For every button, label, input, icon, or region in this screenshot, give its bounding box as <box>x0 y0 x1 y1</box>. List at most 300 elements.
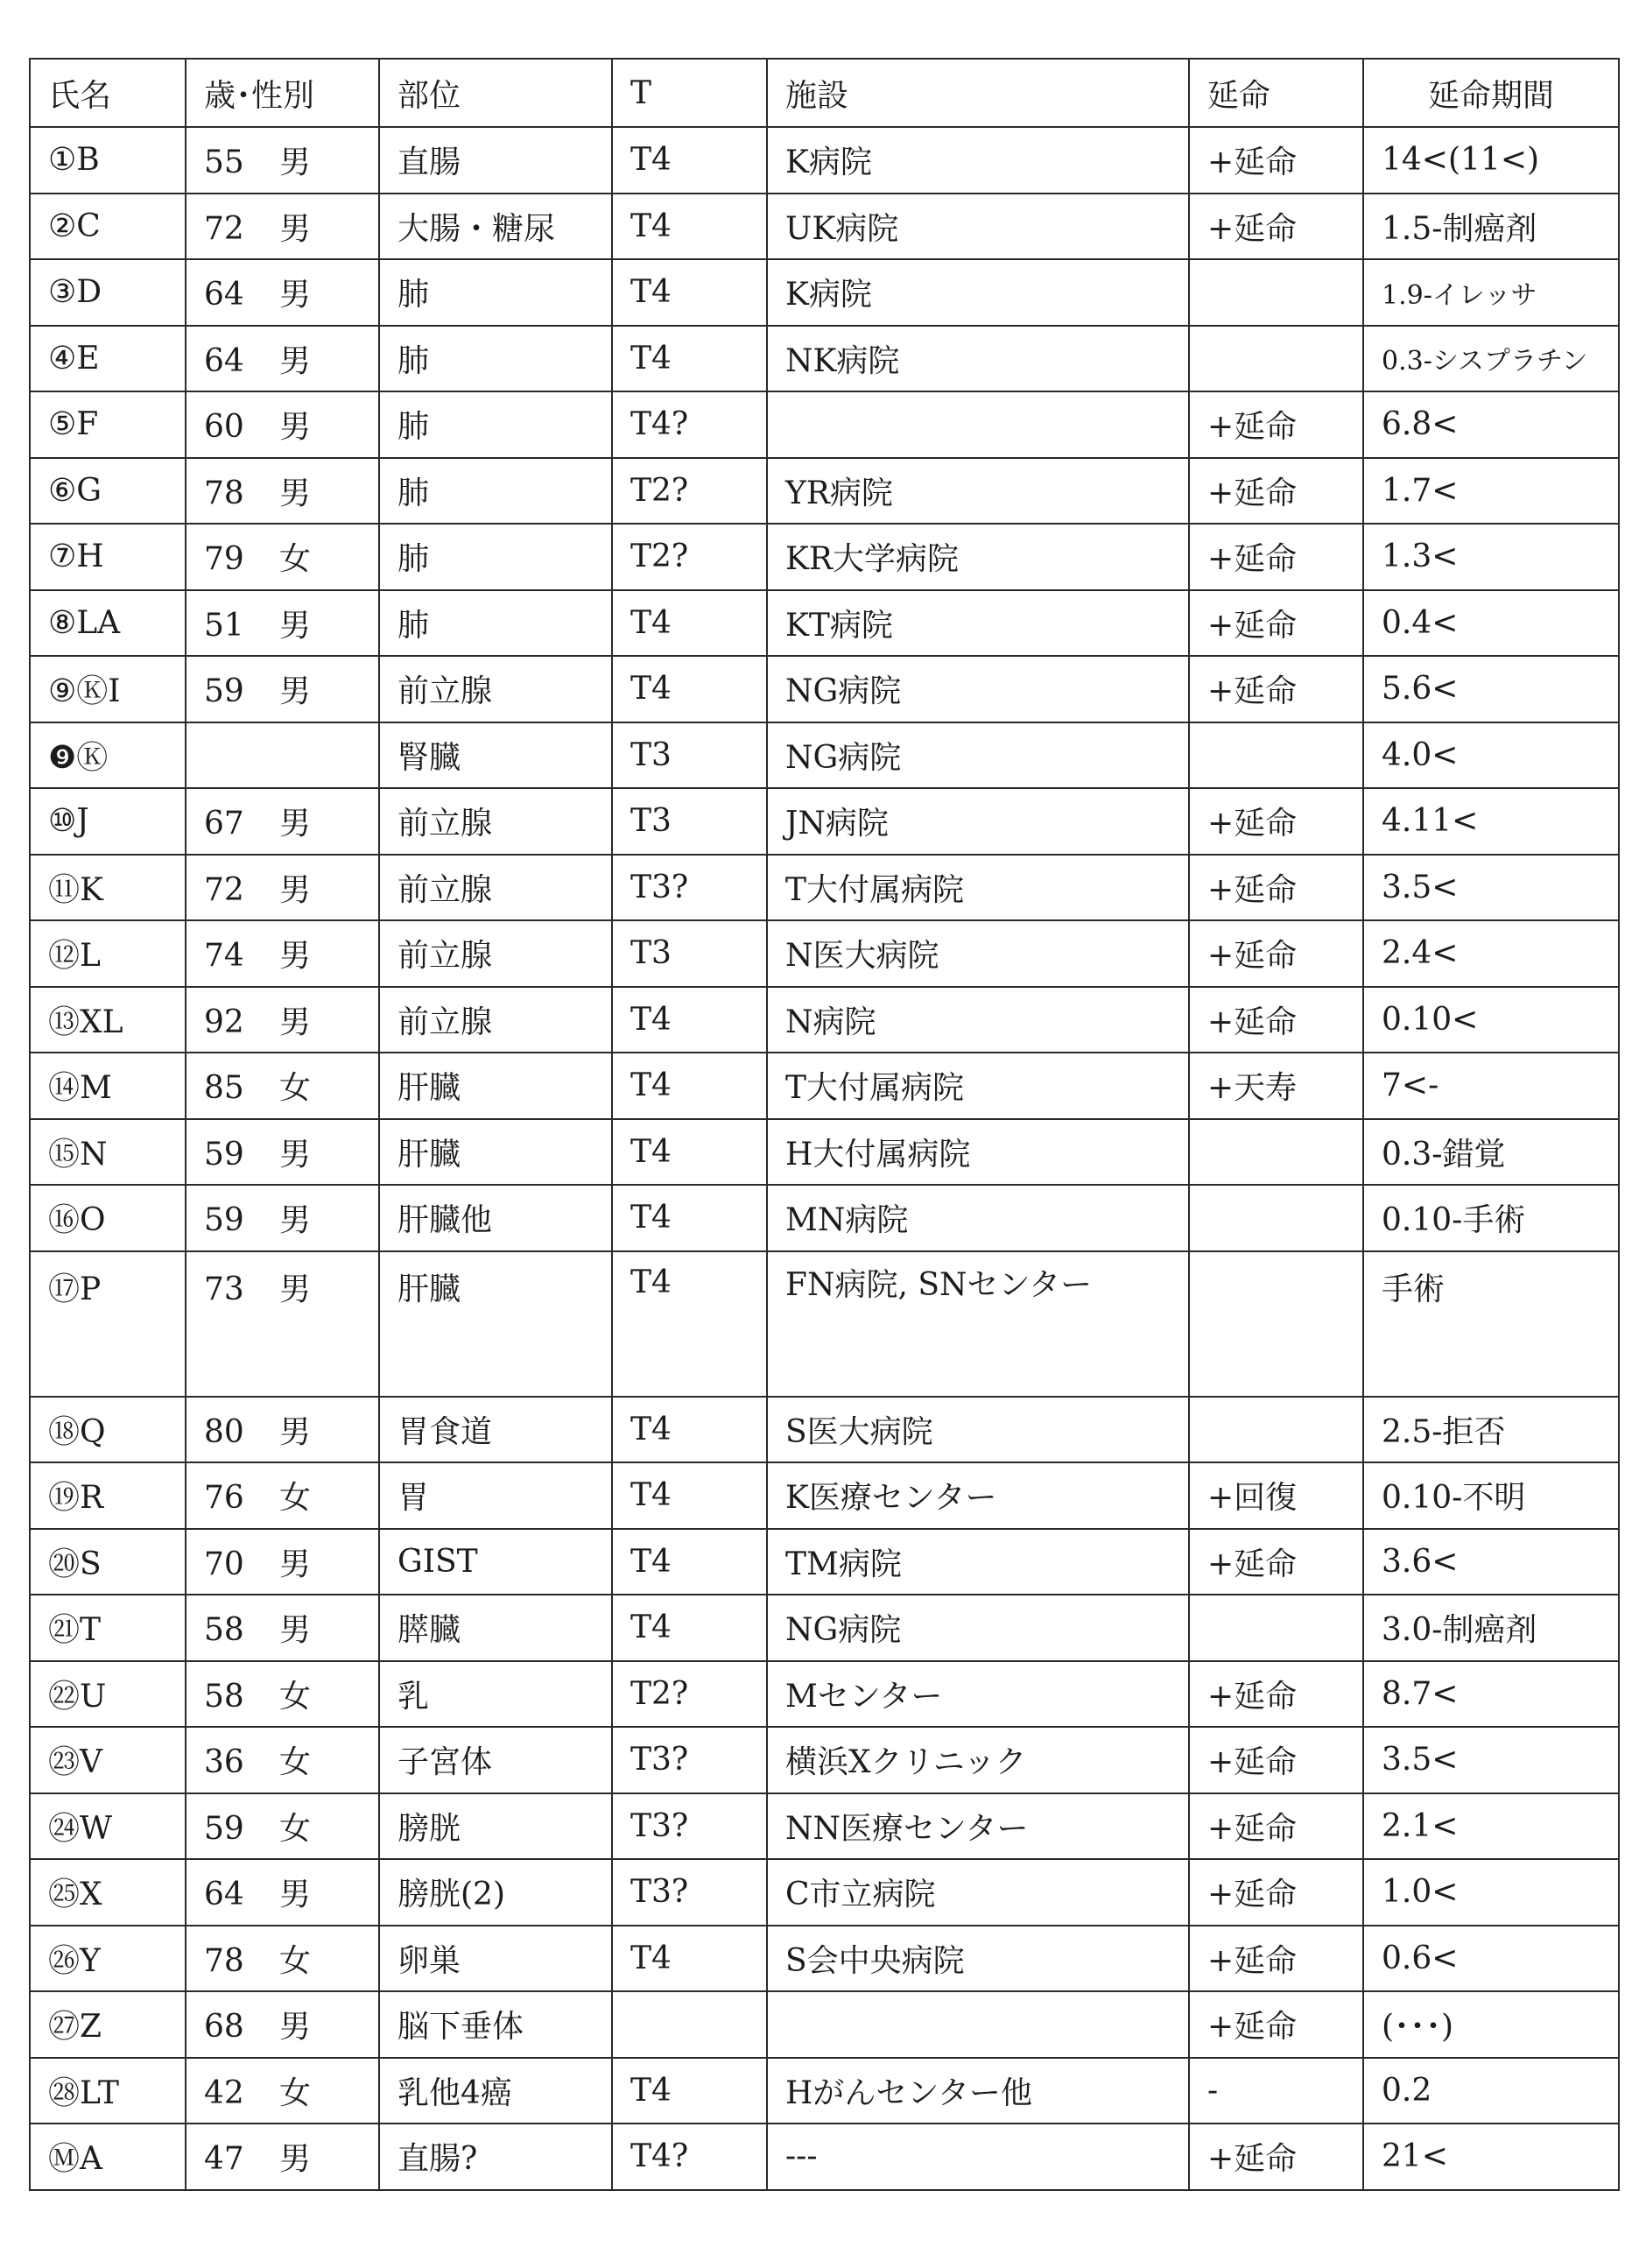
cell-period: 14<(11<) <box>1363 127 1619 194</box>
cell-name: ⑤F <box>30 391 186 458</box>
table-row <box>30 2124 1619 2190</box>
cell-life-extension <box>1189 1119 1363 1186</box>
cell-name: ㉑T <box>30 1595 186 1661</box>
cell-facility: S会中央病院 <box>767 1926 1189 1992</box>
cell-t: T4 <box>612 1926 767 1992</box>
cell-facility: T大付属病院 <box>767 1053 1189 1119</box>
header-row <box>30 59 1619 127</box>
cell-period: 0.10-不明 <box>1363 1462 1619 1529</box>
header-t: T <box>612 59 767 127</box>
cell-period: 1.7< <box>1363 458 1619 525</box>
sex-value: 男 <box>279 673 312 710</box>
cell-t: T4 <box>612 1529 767 1595</box>
cell-name: ㉒U <box>30 1661 186 1728</box>
cell-period: 2.1< <box>1363 1793 1619 1860</box>
sex-value: 女 <box>279 1744 312 1781</box>
cell-period: 5.6< <box>1363 656 1619 722</box>
table-row <box>30 391 1619 458</box>
age-value: 74 <box>204 938 244 975</box>
table-row <box>30 194 1619 260</box>
cell-age-sex <box>186 326 379 392</box>
cell-period: 3.0-制癌剤 <box>1363 1595 1619 1661</box>
sex-value: 男 <box>279 1202 312 1239</box>
cell-life-extension <box>1189 722 1363 789</box>
patient-table <box>29 58 1620 2191</box>
sex-value: 男 <box>279 1271 312 1307</box>
cell-name: ⑪K <box>30 855 186 921</box>
table-row <box>30 656 1619 722</box>
cell-life-extension <box>1189 259 1363 326</box>
cell-t: T4 <box>612 656 767 722</box>
cell-site: 乳他4癌 <box>379 2058 612 2124</box>
cell-life-extension: +延命 <box>1189 1661 1363 1728</box>
cell-name: ①B <box>30 127 186 194</box>
sex-value: 男 <box>279 806 312 842</box>
cell-age-sex <box>186 920 379 987</box>
age-value: 73 <box>204 1271 244 1307</box>
cell-facility: N病院 <box>767 987 1189 1053</box>
sex-value: 女 <box>279 1480 312 1517</box>
cell-site: 前立腺 <box>379 855 612 921</box>
cell-name: ㉗Z <box>30 1991 186 2058</box>
table-row <box>30 127 1619 194</box>
cell-name: ⑮N <box>30 1119 186 1186</box>
cell-name: ⑬XL <box>30 987 186 1053</box>
age-value: 60 <box>204 409 244 446</box>
age-value: 78 <box>204 1942 244 1979</box>
cell-facility: N医大病院 <box>767 920 1189 987</box>
cell-site: 前立腺 <box>379 987 612 1053</box>
cell-t: T3? <box>612 1859 767 1926</box>
table-row <box>30 259 1619 326</box>
cell-facility: YR病院 <box>767 458 1189 525</box>
age-value: 80 <box>204 1413 244 1450</box>
header-age-sex: 歳･性別 <box>186 59 379 127</box>
sex-value: 男 <box>279 1136 312 1173</box>
age-value: 67 <box>204 806 244 842</box>
cell-name: ⑳S <box>30 1529 186 1595</box>
table-row <box>30 788 1619 855</box>
age-value: 58 <box>204 1678 244 1715</box>
sex-value: 女 <box>279 1070 312 1107</box>
cell-life-extension: +延命 <box>1189 2124 1363 2190</box>
cell-life-extension: +延命 <box>1189 1793 1363 1860</box>
sex-value: 女 <box>279 1678 312 1715</box>
cell-period: 0.10-手術 <box>1363 1185 1619 1251</box>
cell-site: 前立腺 <box>379 788 612 855</box>
cell-life-extension: +延命 <box>1189 1529 1363 1595</box>
cell-age-sex <box>186 127 379 194</box>
cell-age-sex <box>186 1053 379 1119</box>
table-row <box>30 1793 1619 1860</box>
age-value: 64 <box>204 342 244 379</box>
cell-name: ㉘LT <box>30 2058 186 2124</box>
cell-life-extension: +延命 <box>1189 656 1363 722</box>
cell-name: ⑲R <box>30 1462 186 1529</box>
table-row <box>30 1991 1619 2058</box>
table-row <box>30 920 1619 987</box>
cell-site: 大腸・糖尿 <box>379 194 612 260</box>
cell-site: 直腸? <box>379 2124 612 2190</box>
sex-value: 男 <box>279 871 312 908</box>
cell-t: T4 <box>612 2058 767 2124</box>
cell-t: T4? <box>612 391 767 458</box>
sex-value: 男 <box>279 1546 312 1582</box>
age-value: 78 <box>204 475 244 511</box>
cell-age-sex <box>186 788 379 855</box>
cell-site: 脳下垂体 <box>379 1991 612 2058</box>
cell-age-sex <box>186 1185 379 1251</box>
cell-site: 肝臓他 <box>379 1185 612 1251</box>
cell-name: ⑨ⓀI <box>30 656 186 722</box>
cell-period: 2.4< <box>1363 920 1619 987</box>
cell-period: 3.6< <box>1363 1529 1619 1595</box>
age-value: 59 <box>204 1810 244 1847</box>
cell-period: 0.6< <box>1363 1926 1619 1992</box>
cell-period: 1.0< <box>1363 1859 1619 1926</box>
sex-value: 男 <box>279 2009 312 2046</box>
cell-name: ㉓V <box>30 1727 186 1793</box>
cell-life-extension: - <box>1189 2058 1363 2124</box>
cell-site: GIST <box>379 1529 612 1595</box>
age-value: 64 <box>204 1877 244 1913</box>
cell-site: 肺 <box>379 259 612 326</box>
cell-age-sex <box>186 2124 379 2190</box>
header-facility: 施設 <box>767 59 1189 127</box>
age-value: 72 <box>204 210 244 247</box>
cell-period: 0.2 <box>1363 2058 1619 2124</box>
table-row <box>30 524 1619 590</box>
sex-value: 男 <box>279 1004 312 1040</box>
table-row <box>30 1595 1619 1661</box>
cell-period: 2.5-拒否 <box>1363 1397 1619 1463</box>
age-value: 42 <box>204 2074 244 2111</box>
cell-facility: KT病院 <box>767 590 1189 657</box>
cell-life-extension: +延命 <box>1189 391 1363 458</box>
cell-name: ㉖Y <box>30 1926 186 1992</box>
cell-period: 7<- <box>1363 1053 1619 1119</box>
cell-name: ②C <box>30 194 186 260</box>
cell-life-extension <box>1189 1397 1363 1463</box>
cell-t: T3 <box>612 920 767 987</box>
cell-name: ㉕X <box>30 1859 186 1926</box>
cell-facility: NG病院 <box>767 1595 1189 1661</box>
cell-period: 0.10< <box>1363 987 1619 1053</box>
cell-life-extension: +延命 <box>1189 127 1363 194</box>
sex-value: 男 <box>279 2141 312 2178</box>
table-row <box>30 1053 1619 1119</box>
cell-t: T4 <box>612 259 767 326</box>
cell-life-extension <box>1189 1595 1363 1661</box>
cell-t: T3 <box>612 722 767 789</box>
cell-age-sex <box>186 1926 379 1992</box>
cell-facility: NK病院 <box>767 326 1189 392</box>
sex-value: 女 <box>279 1810 312 1847</box>
sex-value: 女 <box>279 2074 312 2111</box>
cell-site: 肝臓 <box>379 1053 612 1119</box>
cell-t: T3 <box>612 788 767 855</box>
cell-age-sex <box>186 1595 379 1661</box>
cell-name: ⑧LA <box>30 590 186 657</box>
cell-name: ⑭M <box>30 1053 186 1119</box>
cell-facility: Mセンター <box>767 1661 1189 1728</box>
sex-value: 男 <box>279 1612 312 1649</box>
sex-value: 男 <box>279 1877 312 1913</box>
cell-site: 膀胱 <box>379 1793 612 1860</box>
cell-life-extension: +延命 <box>1189 855 1363 921</box>
cell-age-sex <box>186 1991 379 2058</box>
table-row <box>30 1251 1619 1397</box>
cell-site: 腎臓 <box>379 722 612 789</box>
header-site: 部位 <box>379 59 612 127</box>
cell-facility: NG病院 <box>767 722 1189 789</box>
age-value: 51 <box>204 607 244 644</box>
table-row <box>30 2058 1619 2124</box>
cell-t: T4 <box>612 590 767 657</box>
cell-period: 1.3< <box>1363 524 1619 590</box>
cell-age-sex <box>186 656 379 722</box>
age-value: 68 <box>204 2009 244 2046</box>
cell-facility <box>767 1991 1189 2058</box>
cell-name: ④E <box>30 326 186 392</box>
cell-facility: H大付属病院 <box>767 1119 1189 1186</box>
cell-name: ⑯O <box>30 1185 186 1251</box>
cell-period: 0.3-シスプラチン <box>1363 326 1619 392</box>
sex-value: 男 <box>279 1413 312 1450</box>
age-value: 59 <box>204 1136 244 1173</box>
cell-age-sex <box>186 524 379 590</box>
cell-facility: MN病院 <box>767 1185 1189 1251</box>
cell-site: 直腸 <box>379 127 612 194</box>
cell-age-sex <box>186 1119 379 1186</box>
cell-site: 乳 <box>379 1661 612 1728</box>
cell-age-sex <box>186 722 379 789</box>
cell-site: 膀胱(2) <box>379 1859 612 1926</box>
cell-facility: K病院 <box>767 259 1189 326</box>
table-row <box>30 987 1619 1053</box>
cell-life-extension: +天寿 <box>1189 1053 1363 1119</box>
cell-site: 前立腺 <box>379 920 612 987</box>
table-row <box>30 1926 1619 1992</box>
cell-site: 肺 <box>379 524 612 590</box>
cell-t: T4 <box>612 127 767 194</box>
cell-t: T4 <box>612 1185 767 1251</box>
cell-life-extension: +延命 <box>1189 1926 1363 1992</box>
cell-life-extension <box>1189 1185 1363 1251</box>
cell-site: 肺 <box>379 326 612 392</box>
cell-facility: JN病院 <box>767 788 1189 855</box>
age-value: 47 <box>204 2141 244 2178</box>
cell-age-sex <box>186 391 379 458</box>
cell-facility: K病院 <box>767 127 1189 194</box>
cell-name: ❾Ⓚ <box>30 722 186 789</box>
cell-period: 6.8< <box>1363 391 1619 458</box>
cell-t: T2? <box>612 1661 767 1728</box>
cell-t: T4 <box>612 1595 767 1661</box>
age-value: 64 <box>204 277 244 313</box>
cell-life-extension: +延命 <box>1189 194 1363 260</box>
cell-period: 0.3-錯覚 <box>1363 1119 1619 1186</box>
cell-age-sex <box>186 1727 379 1793</box>
cell-name: ⑱Q <box>30 1397 186 1463</box>
table-row <box>30 458 1619 525</box>
cell-name: ⓂA <box>30 2124 186 2190</box>
cell-life-extension: +延命 <box>1189 920 1363 987</box>
age-value: 59 <box>204 673 244 710</box>
cell-life-extension: +延命 <box>1189 987 1363 1053</box>
cell-facility <box>767 391 1189 458</box>
cell-t: T4 <box>612 987 767 1053</box>
age-value: 36 <box>204 1744 244 1781</box>
cell-t: T4 <box>612 1053 767 1119</box>
cell-life-extension: +延命 <box>1189 788 1363 855</box>
cell-facility <box>767 1251 1189 1397</box>
sex-value: 男 <box>279 342 312 379</box>
cell-t: T4 <box>612 194 767 260</box>
cell-facility: NN医療センター <box>767 1793 1189 1860</box>
age-value: 79 <box>204 541 244 578</box>
table-body <box>30 127 1619 2190</box>
cell-life-extension: +延命 <box>1189 458 1363 525</box>
cell-age-sex <box>186 458 379 525</box>
cell-period: 1.5-制癌剤 <box>1363 194 1619 260</box>
sex-value: 女 <box>279 541 312 578</box>
cell-name: ③D <box>30 259 186 326</box>
age-value: 85 <box>204 1070 244 1107</box>
cell-site: 卵巣 <box>379 1926 612 1992</box>
cell-t: T2? <box>612 524 767 590</box>
cell-facility: UK病院 <box>767 194 1189 260</box>
cell-life-extension <box>1189 326 1363 392</box>
header-period: 延命期間 <box>1363 59 1619 127</box>
sex-value: 男 <box>279 210 312 247</box>
cell-facility: Hがんセンター他 <box>767 2058 1189 2124</box>
cell-period: 3.5< <box>1363 855 1619 921</box>
cell-t: T4? <box>612 2124 767 2190</box>
table-row <box>30 1462 1619 1529</box>
cell-age-sex <box>186 590 379 657</box>
cell-age-sex <box>186 987 379 1053</box>
table-row <box>30 855 1619 921</box>
cell-facility: C市立病院 <box>767 1859 1189 1926</box>
table-row <box>30 1661 1619 1728</box>
cell-t: T4 <box>612 1462 767 1529</box>
cell-name: ⑫L <box>30 920 186 987</box>
table-row <box>30 1859 1619 1926</box>
age-value: 76 <box>204 1480 244 1517</box>
sex-value: 男 <box>279 277 312 313</box>
table-row <box>30 722 1619 789</box>
cell-name: ⑩J <box>30 788 186 855</box>
header-name: 氏名 <box>30 59 186 127</box>
cell-period: 8.7< <box>1363 1661 1619 1728</box>
cell-life-extension: +延命 <box>1189 1991 1363 2058</box>
cell-site: 子宮体 <box>379 1727 612 1793</box>
table-row <box>30 326 1619 392</box>
cell-site: 胃 <box>379 1462 612 1529</box>
cell-life-extension: +回復 <box>1189 1462 1363 1529</box>
cell-facility: S医大病院 <box>767 1397 1189 1463</box>
cell-facility: K医療センター <box>767 1462 1189 1529</box>
cell-t: T3? <box>612 855 767 921</box>
table-row <box>30 1529 1619 1595</box>
cell-period: 1.9-イレッサ <box>1363 259 1619 326</box>
cell-facility: 横浜Xクリニック <box>767 1727 1189 1793</box>
cell-t: T4 <box>612 1251 767 1397</box>
table-row <box>30 1185 1619 1251</box>
cell-period: 4.11< <box>1363 788 1619 855</box>
cell-age-sex <box>186 1661 379 1728</box>
cell-period: 0.4< <box>1363 590 1619 657</box>
age-value: 70 <box>204 1546 244 1582</box>
header-life-extension: 延命 <box>1189 59 1363 127</box>
cell-age-sex <box>186 1529 379 1595</box>
cell-age-sex <box>186 259 379 326</box>
cell-site: 肺 <box>379 590 612 657</box>
cell-age-sex <box>186 194 379 260</box>
sex-value: 男 <box>279 607 312 644</box>
cell-age-sex <box>186 1793 379 1860</box>
table-row <box>30 1727 1619 1793</box>
sex-value: 男 <box>279 938 312 975</box>
cell-site: 前立腺 <box>379 656 612 722</box>
cell-life-extension: +延命 <box>1189 524 1363 590</box>
sex-value: 女 <box>279 1942 312 1979</box>
table-row <box>30 590 1619 657</box>
sex-value: 男 <box>279 144 312 181</box>
cell-age-sex <box>186 1251 379 1397</box>
cell-life-extension: +延命 <box>1189 1859 1363 1926</box>
cell-facility: T大付属病院 <box>767 855 1189 921</box>
cell-site: 胃食道 <box>379 1397 612 1463</box>
cell-facility: KR大学病院 <box>767 524 1189 590</box>
cell-life-extension: +延命 <box>1189 590 1363 657</box>
cell-facility: TM病院 <box>767 1529 1189 1595</box>
cell-period: 21< <box>1363 2124 1619 2190</box>
cell-life-extension: +延命 <box>1189 1727 1363 1793</box>
cell-life-extension <box>1189 1251 1363 1397</box>
cell-site: 肺 <box>379 458 612 525</box>
cell-age-sex <box>186 1397 379 1463</box>
age-value: 58 <box>204 1612 244 1649</box>
cell-period: (･･･) <box>1363 1991 1619 2058</box>
cell-site: 肝臓 <box>379 1119 612 1186</box>
table-row <box>30 1119 1619 1186</box>
sex-value: 男 <box>279 409 312 446</box>
sex-value: 男 <box>279 475 312 511</box>
table-row <box>30 1397 1619 1463</box>
cell-t <box>612 1991 767 2058</box>
cell-t: T4 <box>612 1397 767 1463</box>
cell-site: 膵臓 <box>379 1595 612 1661</box>
cell-age-sex <box>186 1859 379 1926</box>
cell-period: 3.5< <box>1363 1727 1619 1793</box>
cell-t: T4 <box>612 326 767 392</box>
cell-facility: --- <box>767 2124 1189 2190</box>
cell-name: ㉔W <box>30 1793 186 1860</box>
facility-text: FN病院, SNセンター <box>785 1266 1093 1303</box>
cell-t: T4 <box>612 1119 767 1186</box>
cell-period: 4.0< <box>1363 722 1619 789</box>
age-value: 92 <box>204 1004 244 1040</box>
cell-name: ⑰P <box>30 1251 186 1397</box>
cell-name: ⑥G <box>30 458 186 525</box>
age-value: 72 <box>204 871 244 908</box>
cell-age-sex <box>186 2058 379 2124</box>
cell-age-sex <box>186 855 379 921</box>
cell-age-sex <box>186 1462 379 1529</box>
cell-site: 肝臓 <box>379 1251 612 1397</box>
